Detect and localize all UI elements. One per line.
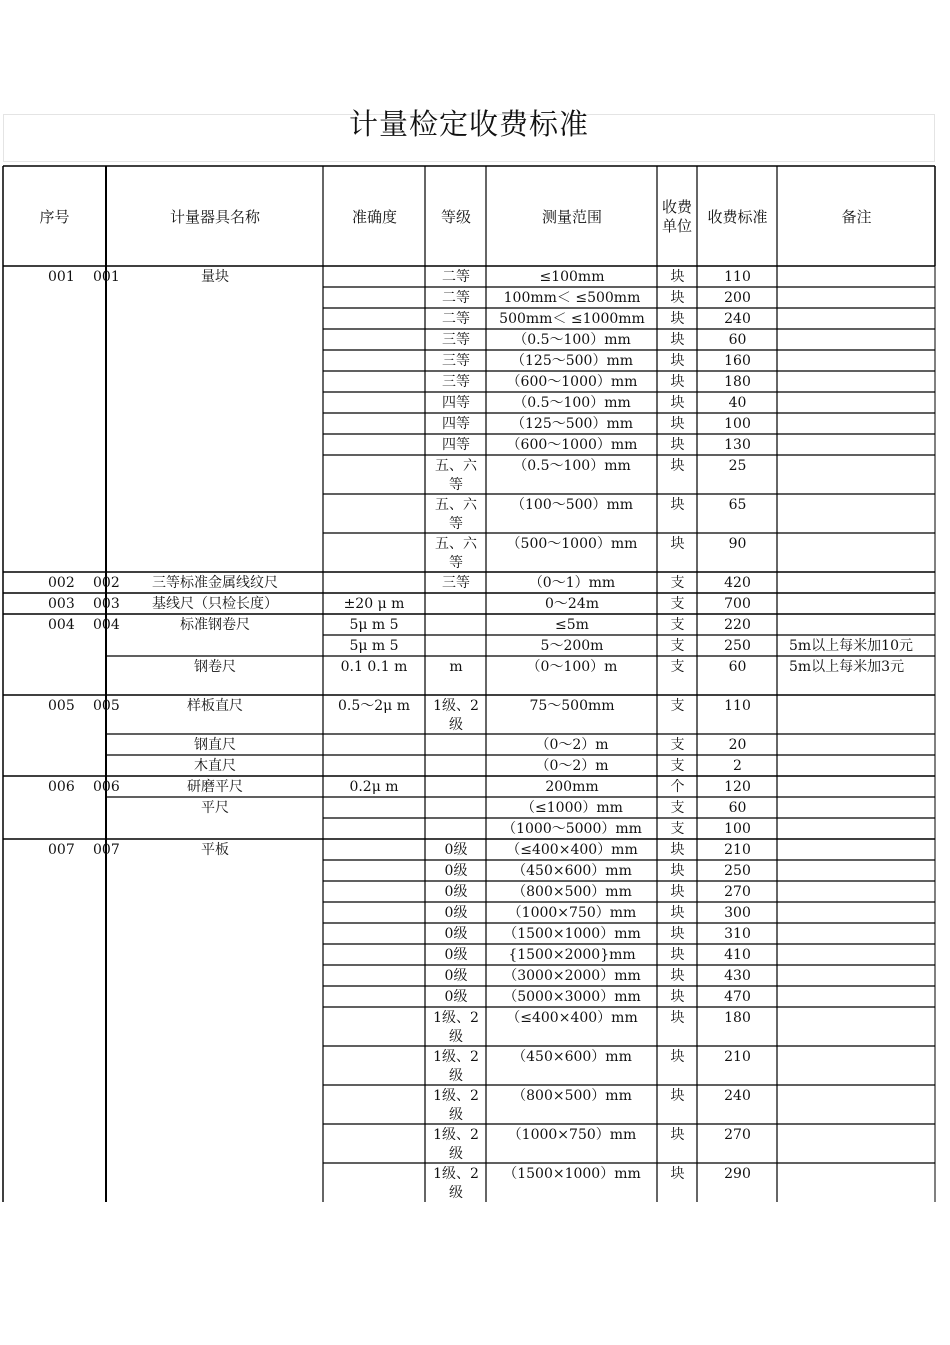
cell-fee: 120: [724, 779, 751, 795]
cell-grade: 三等: [442, 332, 470, 348]
cell-unit: 块: [670, 290, 685, 306]
cell-fee: 210: [724, 842, 751, 858]
cell-grade: 0级: [444, 968, 468, 984]
cell-name: 钢直尺: [194, 737, 236, 753]
cell-unit: 块: [670, 1010, 685, 1026]
cell-range: （600～1000）mm: [506, 437, 638, 453]
cell-range: （≤400×400）mm: [506, 842, 638, 858]
cell-grade: 0级: [444, 947, 468, 963]
cell-seq: 005: [48, 698, 75, 714]
cell-grade: 1级、2级: [433, 1127, 479, 1162]
cell-unit: 块: [670, 269, 685, 285]
cell-range: （450×600）mm: [512, 863, 632, 879]
cell-range: （600～1000）mm: [506, 374, 638, 390]
cell-seq-sub: 003: [93, 596, 120, 612]
cell-unit: 支: [670, 638, 685, 654]
cell-unit: 支: [670, 800, 685, 816]
cell-fee: 130: [724, 437, 751, 453]
cell-name: 基线尺（只检长度）: [152, 596, 278, 612]
cell-grade: 二等: [442, 269, 470, 285]
cell-range: 0～24m: [545, 596, 599, 612]
cell-unit: 块: [670, 1127, 685, 1143]
cell-grade: 五、六等: [435, 536, 477, 571]
header-note: 备注: [841, 208, 872, 226]
cell-fee: 160: [724, 353, 751, 369]
cell-range: （1000×750）mm: [507, 905, 637, 921]
cell-grade: 四等: [442, 437, 470, 453]
cell-range: {1500×2000}mm: [508, 947, 636, 963]
cell-grade: 0级: [444, 905, 468, 921]
cell-fee: 240: [724, 1088, 751, 1104]
cell-grade: 四等: [442, 416, 470, 432]
cell-range: （0.5～100）mm: [513, 458, 631, 474]
cell-unit: 块: [670, 497, 685, 513]
cell-unit: 块: [670, 437, 685, 453]
cell-unit: 块: [670, 968, 685, 984]
cell-grade: 0级: [444, 926, 468, 942]
cell-seq: 002: [48, 575, 75, 591]
cell-grade: 0级: [444, 989, 468, 1005]
cell-name: 三等标准金属线纹尺: [152, 575, 278, 591]
cell-fee: 110: [724, 698, 751, 714]
cell-range: （500～1000）mm: [506, 536, 638, 552]
cell-fee: 65: [728, 497, 747, 513]
cell-unit: 块: [670, 863, 685, 879]
cell-fee: 40: [728, 395, 747, 411]
cell-unit: 块: [670, 458, 685, 474]
header-name: 计量器具名称: [169, 208, 260, 226]
cell-note: 5m以上每米加10元: [789, 638, 913, 654]
cell-fee: 25: [728, 458, 747, 474]
cell-fee: 60: [728, 800, 747, 816]
cell-fee: 110: [724, 269, 751, 285]
cell-range: （3000×2000）mm: [503, 968, 641, 984]
cell-fee: 250: [724, 638, 751, 654]
cell-fee: 250: [724, 863, 751, 879]
cell-range: （0.5～100）mm: [513, 332, 631, 348]
cell-grade: 1级、2级: [433, 1049, 479, 1084]
cell-unit: 支: [670, 617, 685, 633]
cell-range: （125～500）mm: [511, 416, 633, 432]
header-unit: 收费单位: [661, 198, 692, 235]
cell-accuracy: ±20 μ m: [343, 596, 405, 612]
cell-grade: 三等: [442, 353, 470, 369]
cell-name: 钢卷尺: [194, 659, 236, 675]
cell-unit: 块: [670, 905, 685, 921]
cell-name: 平板: [201, 842, 229, 858]
cell-range: （125～500）mm: [511, 353, 633, 369]
cell-unit: 块: [670, 353, 685, 369]
cell-range: （800×500）mm: [512, 884, 632, 900]
cell-unit: 块: [670, 1049, 685, 1065]
cell-fee: 240: [724, 311, 751, 327]
cell-grade: 1级、2级: [433, 698, 479, 733]
cell-fee: 270: [724, 1127, 751, 1143]
cell-name: 标准钢卷尺: [180, 617, 250, 633]
cell-fee: 2: [733, 758, 742, 774]
cell-grade: 0级: [444, 842, 468, 858]
cell-range: （100～500）mm: [511, 497, 633, 513]
cell-fee: 20: [728, 737, 747, 753]
cell-range: ≤5m: [555, 617, 589, 633]
cell-unit: 块: [670, 842, 685, 858]
cell-seq: 003: [48, 596, 75, 612]
cell-fee: 220: [724, 617, 751, 633]
cell-grade: 0级: [444, 863, 468, 879]
cell-fee: 470: [724, 989, 751, 1005]
cell-grade: 三等: [442, 575, 470, 591]
cell-seq-sub: 006: [93, 779, 120, 795]
cell-name: 量块: [201, 269, 229, 285]
cell-fee: 60: [728, 659, 747, 675]
cell-seq-sub: 007: [93, 842, 120, 858]
cell-range: （1500×1000）mm: [503, 1166, 641, 1182]
cell-range: （≤1000）mm: [521, 800, 623, 816]
cell-range: （5000×3000）mm: [503, 989, 641, 1005]
cell-range: （450×600）mm: [512, 1049, 632, 1065]
header-accuracy: 准确度: [351, 208, 397, 226]
cell-unit: 块: [670, 332, 685, 348]
cell-fee: 90: [728, 536, 747, 552]
cell-fee: 700: [724, 596, 751, 612]
cell-range: （0～2）m: [535, 737, 609, 753]
cell-unit: 块: [670, 311, 685, 327]
cell-unit: 支: [670, 821, 685, 837]
cell-fee: 270: [724, 884, 751, 900]
cell-range: 200mm: [545, 779, 599, 795]
cell-grade: m: [449, 659, 463, 675]
page-title: 计量检定收费标准: [348, 107, 589, 141]
cell-fee: 210: [724, 1049, 751, 1065]
cell-grade: 四等: [442, 395, 470, 411]
cell-range: （1500×1000）mm: [503, 926, 641, 942]
cell-fee: 300: [724, 905, 751, 921]
header-seq: 序号: [39, 208, 70, 226]
cell-range: （≤400×400）mm: [506, 1010, 638, 1026]
cell-unit: 块: [670, 884, 685, 900]
cell-fee: 310: [724, 926, 751, 942]
cell-grade: 三等: [442, 374, 470, 390]
cell-unit: 支: [670, 575, 685, 591]
cell-range: （0.5～100）mm: [513, 395, 631, 411]
cell-unit: 支: [670, 698, 685, 714]
cell-unit: 支: [670, 737, 685, 753]
cell-unit: 块: [670, 989, 685, 1005]
cell-seq-sub: 001: [93, 269, 120, 285]
cell-unit: 块: [670, 947, 685, 963]
cell-fee: 180: [724, 1010, 751, 1026]
cell-name: 研磨平尺: [187, 779, 243, 795]
cell-unit: 块: [670, 374, 685, 390]
cell-range: 5～200m: [540, 638, 604, 654]
cell-unit: 个: [670, 779, 685, 795]
cell-unit: 块: [670, 1088, 685, 1104]
cell-range: 75～500mm: [529, 698, 615, 714]
cell-range: （1000×750）mm: [507, 1127, 637, 1143]
cell-fee: 290: [724, 1166, 751, 1182]
cell-unit: 支: [670, 659, 685, 675]
cell-fee: 180: [724, 374, 751, 390]
cell-seq: 007: [48, 842, 75, 858]
cell-accuracy: 0.5～2μ m: [338, 698, 410, 714]
cell-fee: 100: [724, 821, 751, 837]
cell-unit: 支: [670, 758, 685, 774]
cell-fee: 60: [728, 332, 747, 348]
cell-unit: 块: [670, 536, 685, 552]
cell-name: 样板直尺: [187, 698, 243, 714]
cell-grade: 五、六等: [435, 458, 477, 493]
header-grade: 等级: [440, 208, 471, 226]
cell-grade: 二等: [442, 290, 470, 306]
cell-grade: 1级、2级: [433, 1010, 479, 1045]
header-range: 测量范围: [541, 208, 602, 226]
header-fee: 收费标准: [707, 208, 768, 226]
cell-name: 木直尺: [194, 758, 236, 774]
cell-accuracy: 0.2μ m: [349, 779, 399, 795]
cell-range: （800×500）mm: [512, 1088, 632, 1104]
cell-range: （1000～5000）mm: [502, 821, 642, 837]
cell-seq: 001: [48, 269, 75, 285]
cell-unit: 块: [670, 1166, 685, 1182]
cell-unit: 块: [670, 395, 685, 411]
cell-fee: 420: [724, 575, 751, 591]
cell-range: （0～100）m: [526, 659, 618, 675]
cell-accuracy: 5μ m 5: [349, 617, 399, 633]
cell-seq: 006: [48, 779, 75, 795]
cell-seq-sub: 005: [93, 698, 120, 714]
cell-range: 500mm＜ ≤1000mm: [499, 311, 645, 327]
cell-range: （0～2）m: [535, 758, 609, 774]
cell-fee: 100: [724, 416, 751, 432]
cell-accuracy: 0.1 0.1 m: [340, 659, 408, 675]
cell-seq-sub: 004: [93, 617, 120, 633]
cell-range: 100mm＜ ≤500mm: [503, 290, 641, 306]
cell-unit: 支: [670, 596, 685, 612]
cell-note: 5m以上每米加3元: [789, 659, 905, 675]
cell-fee: 410: [724, 947, 751, 963]
cell-seq: 004: [48, 617, 75, 633]
cell-grade: 五、六等: [435, 497, 477, 532]
cell-seq-sub: 002: [93, 575, 120, 591]
cell-name: 平尺: [201, 800, 229, 816]
cell-grade: 二等: [442, 311, 470, 327]
cell-fee: 200: [724, 290, 751, 306]
cell-unit: 块: [670, 416, 685, 432]
cell-unit: 块: [670, 926, 685, 942]
cell-grade: 1级、2级: [433, 1166, 479, 1201]
cell-grade: 0级: [444, 884, 468, 900]
cell-range: （0～1）mm: [528, 575, 616, 591]
cell-grade: 1级、2级: [433, 1088, 479, 1123]
cell-accuracy: 5μ m 5: [349, 638, 399, 654]
cell-fee: 430: [724, 968, 751, 984]
cell-range: ≤100mm: [539, 269, 605, 285]
